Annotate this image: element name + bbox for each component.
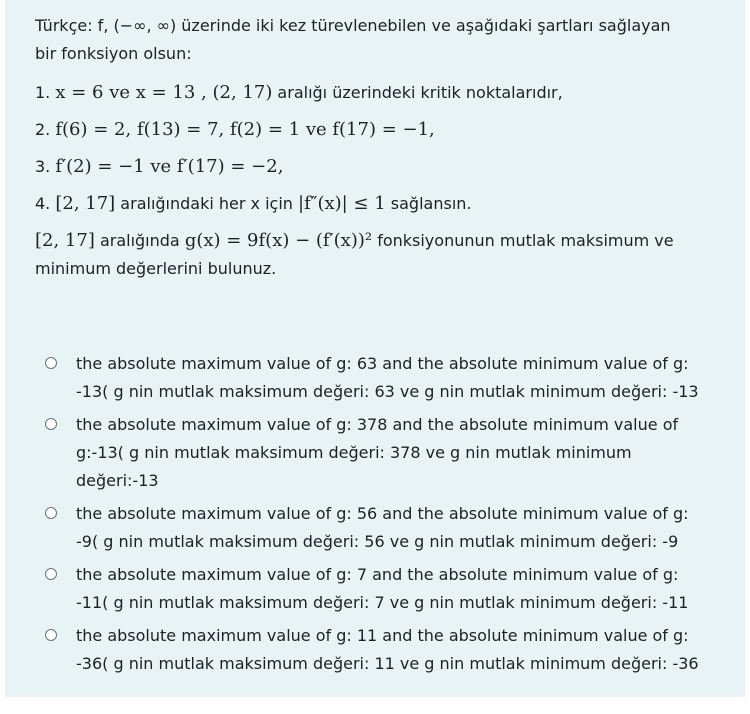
option-label-line2: -13( g nin mutlak maksimum değeri: 63 ve g nin mutlak minimum değeri: -13 [76, 382, 699, 401]
answer-option-3[interactable] [45, 500, 725, 561]
option-label-line2: -36( g nin mutlak maksimum değeri: 11 ve g nin mutlak minimum değeri: -36 [76, 654, 699, 673]
answer-option-1[interactable] [45, 350, 725, 411]
option-label-line3: değeri:-13 [76, 471, 159, 490]
option-label-line2: g:-13( g nin mutlak maksimum değeri: 378 ve g nin mutlak minimum [76, 443, 632, 462]
option-label-line1: the absolute maximum value of g: 7 and the absolute minimum value of g: [76, 565, 679, 584]
option-label-line2: -9( g nin mutlak maksimum değeri: 56 ve g nin mutlak minimum değeri: -9 [76, 532, 679, 551]
radio-button[interactable] [45, 357, 57, 369]
answer-option-2[interactable] [45, 411, 725, 500]
question-prompt-line2: minimum değerlerini bulunuz. [35, 259, 277, 278]
radio-button[interactable] [45, 507, 57, 519]
question-panel [5, 0, 745, 697]
option-label-line1: the absolute maximum value of g: 56 and the absolute minimum value of g: [76, 504, 689, 523]
answer-option-5[interactable] [45, 622, 725, 683]
radio-button[interactable] [45, 418, 57, 430]
condition-4-number: 4. [35, 194, 51, 213]
question-intro-line2: bir fonksiyon olsun: [35, 44, 192, 63]
condition-3-number: 3. [35, 157, 51, 176]
radio-button[interactable] [45, 629, 57, 641]
question-prompt [35, 227, 725, 283]
question-intro [35, 12, 725, 68]
condition-4-interval: [2, 17] [55, 193, 116, 214]
condition-2 [35, 116, 725, 144]
condition-4-text-end: sağlansın. [385, 194, 472, 213]
condition-2-number: 2. [35, 120, 51, 139]
prompt-interval: [2, 17] [35, 230, 95, 251]
option-label-line1: the absolute maximum value of g: 378 and the absolute minimum value of [76, 415, 679, 434]
answer-option-4[interactable] [45, 561, 725, 622]
prompt-text-end: fonksiyonunun mutlak maksimum ve [372, 231, 674, 250]
question-intro-line1: Türkçe: f, (−∞, ∞) üzerinde iki kez türevlenebilen ve aşağıdaki şartları sağlayan [35, 16, 671, 35]
prompt-function: g(x) = 9f(x) − (f′(x))² [184, 230, 373, 251]
option-label-line1: the absolute maximum value of g: 63 and the absolute minimum value of g: [76, 354, 689, 373]
answer-options [45, 350, 725, 683]
condition-3-math: f′(2) = −1 ve f′(17) = −2, [55, 156, 284, 177]
condition-1 [35, 79, 725, 107]
condition-3 [35, 153, 725, 181]
condition-4-text: aralığındaki her x için [115, 194, 298, 213]
condition-2-math: f(6) = 2, f(13) = 7, f(2) = 1 ve f(17) = −1, [55, 119, 435, 140]
condition-4 [35, 190, 725, 218]
condition-1-text: aralığı üzerindeki kritik noktalarıdır, [272, 83, 563, 102]
option-label-line2: -11( g nin mutlak maksimum değeri: 7 ve g nin mutlak minimum değeri: -11 [76, 593, 689, 612]
condition-1-number: 1. [35, 83, 51, 102]
question-prompt-line1 [35, 227, 725, 255]
condition-1-math: x = 6 ve x = 13 , (2, 17) [55, 82, 273, 103]
option-label-line1: the absolute maximum value of g: 11 and the absolute minimum value of g: [76, 626, 689, 645]
prompt-text: aralığında [94, 231, 185, 250]
radio-button[interactable] [45, 568, 57, 580]
condition-4-inequality: |f″(x)| ≤ 1 [298, 193, 386, 214]
